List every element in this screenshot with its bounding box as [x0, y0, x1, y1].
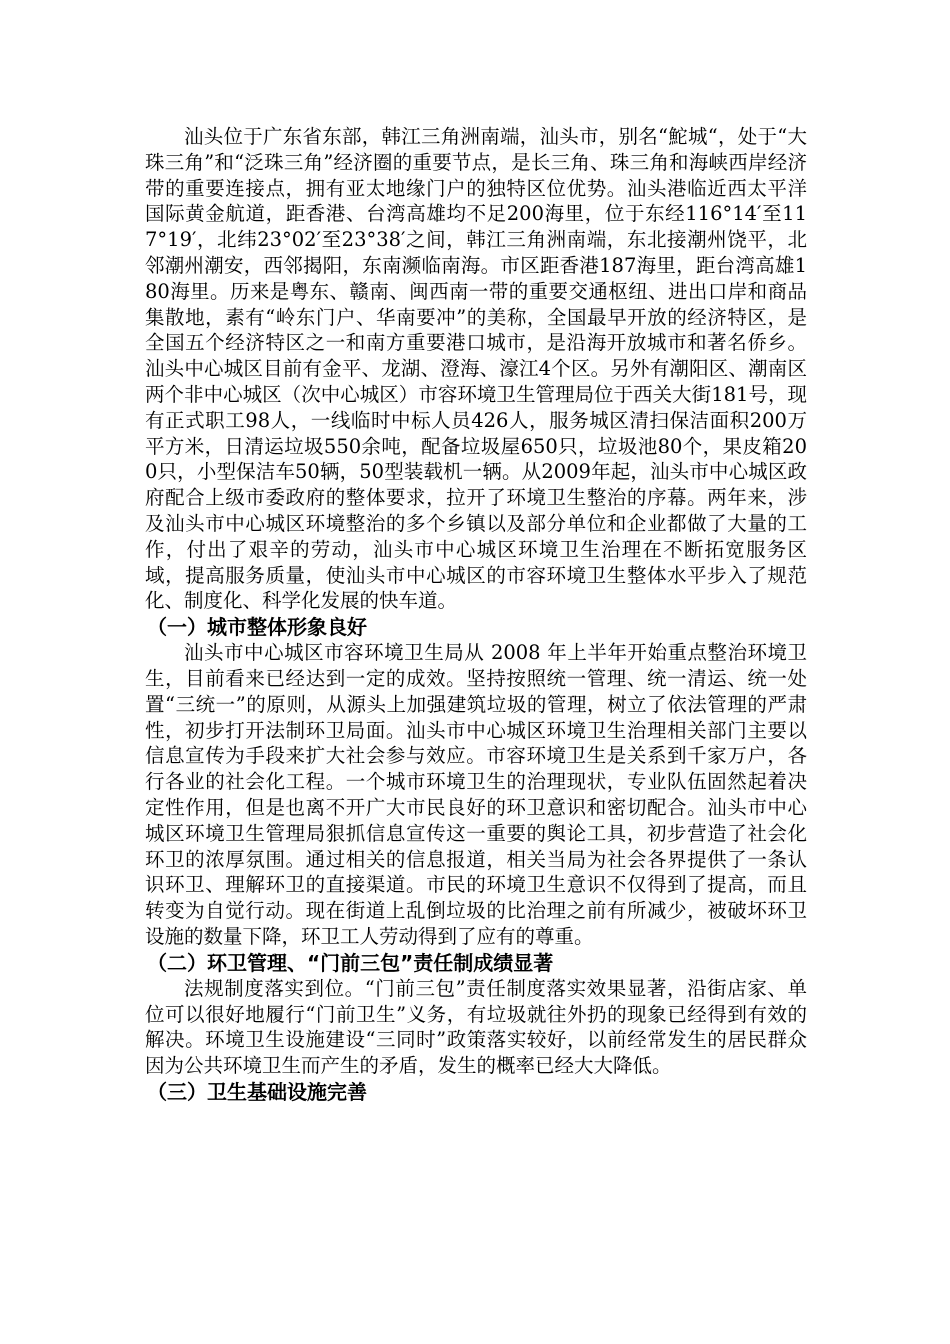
- section-heading-responsibility-system: （二）环卫管理、“门前三包”责任制成绩显著: [147, 950, 554, 975]
- section-paragraph-responsibility-system: 法规制度落实到位。“门前三包”责任制度落实效果显著，沿街店家、单位可以很好地履行“门前卫生”义务，有垃圾就往外扔的现象已经得到有效的解决。环境卫生设施建设“三同时”政策落实较好，以前经常发生的居民群众因为公共环境卫生而产生的矛盾，发生的概率已经大大降低。: [145, 976, 807, 1078]
- section-heading-city-image: （一）城市整体形象良好: [147, 615, 367, 640]
- intro-paragraph: 汕头位于广东省东部，韩江三角洲南端，汕头市，别名“鮀城“，处于“大珠三角”和“泛珠三角”经济圈的重要节点，是长三角、珠三角和海峡西岸经济带的重要连接点，拥有亚太地缘门户的独特区位优势。汕头港临近西太平洋国际黄金航道，距香港、台湾高雄均不足200海里，位于东经116°14′至117°19′，北纬23°02′至23°38′之间，韩江三角洲南端，东北接潮州饶平，北邻潮州潮安，西邻揭阳，东南濒临南海。市区距香港187海里，距台湾高雄180海里。历来是粤东、赣南、闽西南一带的重要交通枢纽、进出口岸和商品集散地，素有“岭东门户、华南要冲”的美称，全国最早开放的经济特区，是全国五个经济特区之一和南方重要港口城市，是沿海开放城市和著名侨乡。汕头中心城区目前有金平、龙湖、澄海、濠江4个区。另外有潮阳区、潮南区两个非中心城区（次中心城区）市容环境卫生管理局位于西关大街181号，现有正式职工98人，一线临时中标人员426人，服务城区清扫保洁面积200万平方米，日清运垃圾550余吨，配备垃圾屋650只，垃圾池80个，果皮箱200只，小型保洁车50辆，50型装载机一辆。从2009年起，汕头市中心城区政府配合上级市委政府的整体要求，拉开了环境卫生整治的序幕。两年来，涉及汕头市中心城区环境整治的多个乡镇以及部分单位和企业都做了大量的工作，付出了艰辛的劳动，汕头市中心城区环境卫生治理在不断拓宽服务区域，提高服务质量，使汕头市中心城区的市容环境卫生整体水平步入了规范化、制度化、科学化发展的快车道。: [145, 125, 807, 613]
- section-paragraph-city-image: 汕头市中心城区市容环境卫生局从 2008 年上半年开始重点整治环境卫生，目前看来已经达到一定的成效。坚持按照统一管理、统一清运、统一处置“三统一”的原则，从源头上加强建筑垃圾的管理，树立了依法管理的严肃性，初步打开法制环卫局面。汕头市中心城区环境卫生治理相关部门主要以信息宣传为手段来扩大社会参与效应。市容环境卫生是关系到千家万户，各行各业的社会化工程。一个城市环境卫生的治理现状，专业队伍固然起着决定性作用，但是也离不开广大市民良好的环卫意识和密切配合。汕头市中心城区环境卫生管理局狠抓信息宣传这一重要的舆论工具，初步营造了社会化环卫的浓厚氛围。通过相关的信息报道，相关当局为社会各界提供了一条认识环卫、理解环卫的直接渠道。市民的环境卫生意识不仅得到了提高，而且转变为自觉行动。现在街道上乱倒垃圾的比治理之前有所减少，被破坏环卫设施的数量下降，环卫工人劳动得到了应有的尊重。: [145, 641, 807, 948]
- section-heading-infrastructure: （三）卫生基础设施完善: [147, 1079, 367, 1104]
- document-page: [145, 124, 807, 1105]
